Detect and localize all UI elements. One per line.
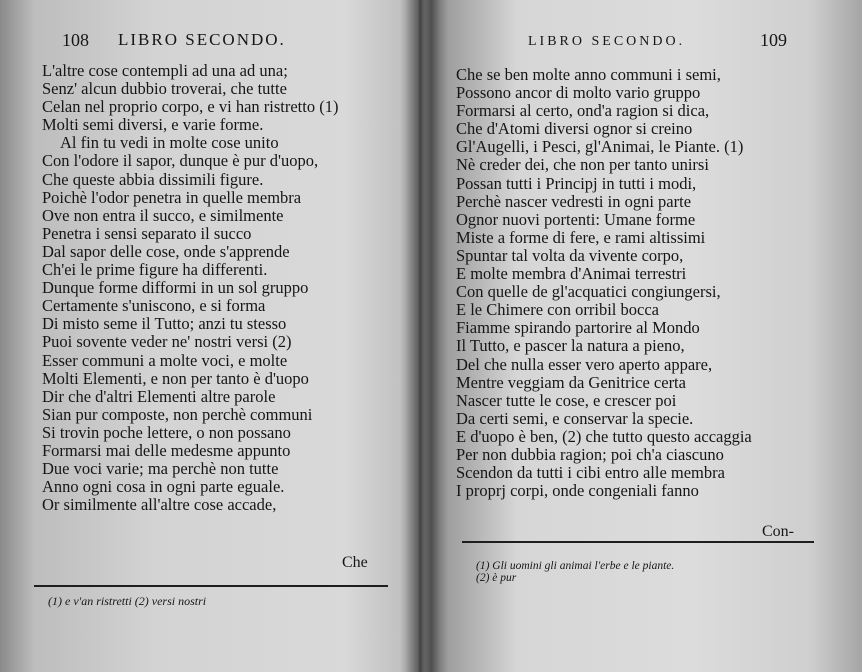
verse-block [42,62,338,514]
verse-line: Formarsi al certo, ond'a ragion si dica, [456,101,710,121]
verse-line: Del che nulla esser vero aperto appare, [456,354,713,374]
verse-line: Possan tutti i Principj in tutti i modi, [456,173,697,193]
running-title: LIBRO SECONDO. [528,34,686,49]
verse-line: Da certi semi, e conservar la specie. [456,408,694,428]
footnote: (1) Gli uomini gli animai l'erbe e le piante. [476,560,675,572]
verse-line: Ch'ei le prime figure ha differenti. [42,260,268,280]
footnotes [476,560,674,584]
verse-line: Si trovin poche lettere, o non possano [42,422,291,442]
page-number: 108 [62,30,89,50]
verse-line: E molte membra d'Animai terrestri [456,264,687,284]
verse-line: E d'uopo è ben, (2) che tutto questo accaggia [456,426,752,446]
verse-line: Puoi sovente veder ne' nostri versi (2) [42,332,292,352]
verse-line: Molti Elementi, e non per tanto è d'uopo [42,368,309,388]
footnote: (2) è pur [476,572,517,584]
verse-line: Anno ogni cosa in ogni parte eguale. [42,477,285,497]
verse-line: Dunque forme difformi in un sol gruppo [42,278,309,298]
verse-line: Che queste abbia dissimili figure. [42,169,264,189]
verse-line: Dir che d'altri Elementi altre parole [42,386,276,406]
verse-line: Con l'odore il sapor, dunque è pur d'uopo, [42,151,319,171]
verse-block [456,66,752,500]
verse-line: I proprj corpi, onde congeniali fanno [456,481,699,501]
verse-line: Spuntar tal volta da vivente corpo, [456,245,684,265]
verse-line: Perchè nascer vedresti in ogni parte [456,191,692,211]
verse-line: Al fin tu vedi in molte cose unito [60,133,279,153]
catchword: Con- [762,523,794,540]
page-number: 109 [760,30,787,50]
verse-line: E le Chimere con orribil bocca [456,300,659,320]
right-page [420,0,862,672]
running-title: LIBRO SECONDO. [118,30,286,49]
verse-line: Ognor nuovi portenti: Umane forme [456,209,696,229]
verse-line: Senz' alcun dubbio troverai, che tutte [42,79,287,99]
book-gutter [400,0,440,672]
verse-line: Con quelle de gl'acquatici congiungersi, [456,282,721,302]
verse-line: Ove non entra il succo, e similmente [42,205,284,225]
verse-line: Di misto seme il Tutto; anzi tu stesso [42,314,287,334]
verse-line: Certamente s'uniscono, e si forma [42,296,266,316]
verse-line: Celan nel proprio corpo, e vi han ristretto (1) [42,97,339,117]
verse-line: Che d'Atomi diversi ognor si creino [456,119,693,139]
verse-line: L'altre cose contempli ad una ad una; [42,61,288,80]
verse-line: Gl'Augelli, i Pesci, gl'Animai, le Piante. (1) [456,137,744,157]
verse-line: Penetra i sensi separato il succo [42,223,252,243]
verse-line: Miste a forme di fere, e rami altissimi [456,227,706,247]
footnotes [48,594,206,609]
catchword: Che [342,554,368,571]
verse-line: Molti semi diversi, e varie forme. [42,115,264,135]
left-page [0,0,420,672]
verse-line: Per non dubbia ragion; poi ch'a ciascuno [456,444,724,464]
verse-line: Possono ancor di molto vario gruppo [456,83,701,103]
footnote: (1) e v'an ristretti (2) versi nostri [48,594,207,608]
verse-line: Esser communi a molte voci, e molte [42,350,288,370]
verse-line: Sian pur composte, non perchè communi [42,404,313,424]
verse-line: Poichè l'odor penetra in quelle membra [42,187,302,207]
verse-line: Due voci varie; ma perchè non tutte [42,459,279,479]
verse-line: Scendon da tutti i cibi entro alle membra [456,463,725,483]
verse-line: Dal sapor delle cose, onde s'apprende [42,241,290,261]
verse-line: Che se ben molte anno communi i semi, [456,65,721,84]
verse-line: Nè creder dei, che non per tanto unirsi [456,155,709,175]
footnote-rule [462,541,814,543]
verse-line: Or similmente all'altre cose accade, [42,495,277,515]
verse-line: Nascer tutte le cose, e crescer poi [456,390,677,410]
verse-line: Formarsi mai delle medesme appunto [42,440,291,460]
verse-line: Il Tutto, e pascer la natura a pieno, [456,336,685,356]
verse-line: Mentre veggiam da Genitrice certa [456,372,686,392]
footnote-rule [34,585,388,587]
verse-line: Fiamme spirando partorire al Mondo [456,318,700,338]
